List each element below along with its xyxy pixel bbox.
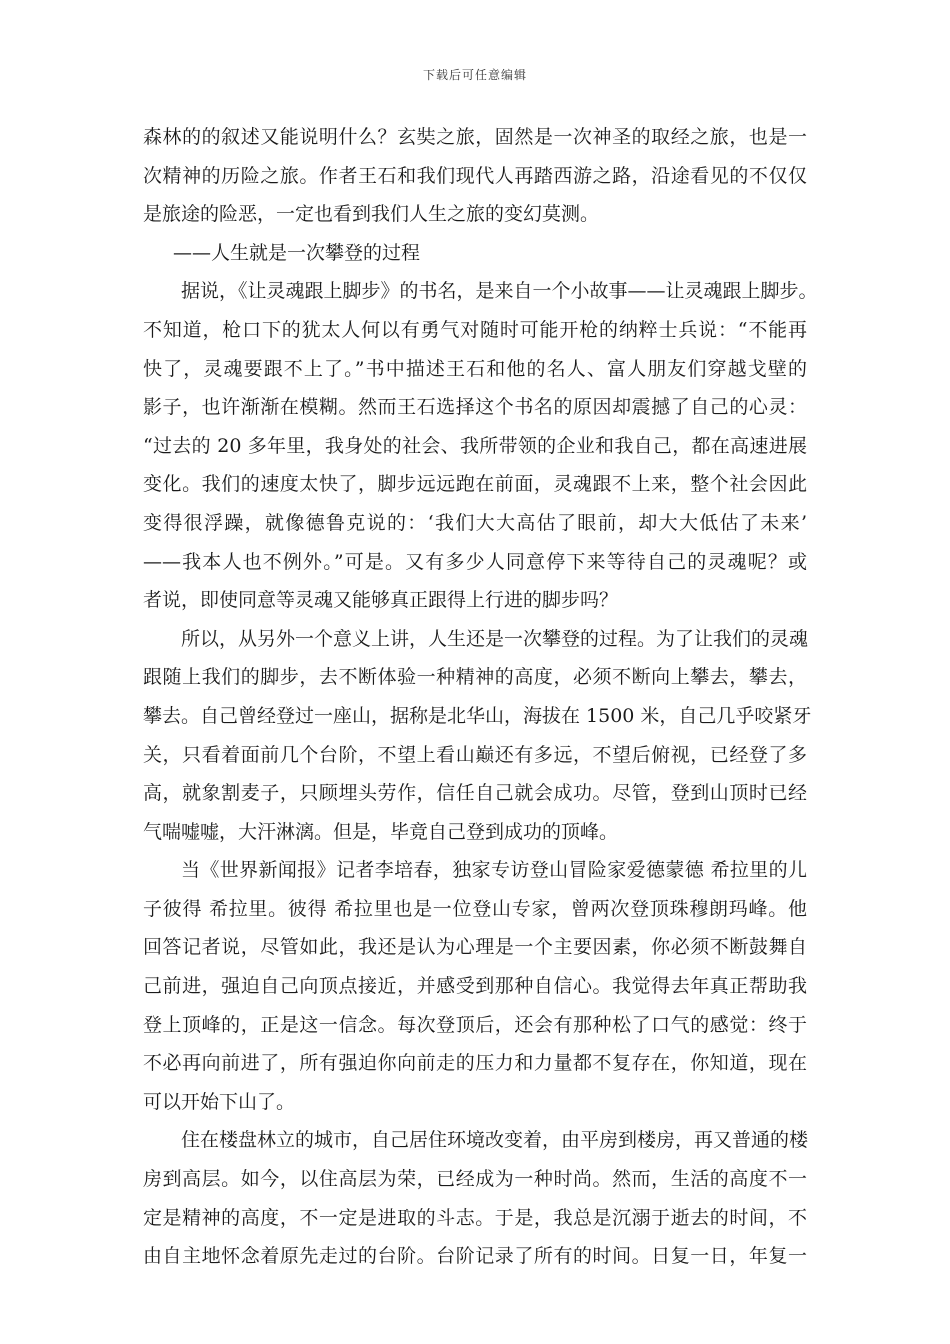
text-line: 不知道，枪口下的犹太人何以有勇气对随时可能开枪的纳粹士兵说：“不能再 [143,318,807,341]
text-line: 跟随上我们的脚步，去不断体验一种精神的高度，必须不断向上攀去，攀去， [143,666,807,689]
page-header: 下载后可任意编辑 [422,68,527,82]
text-line: 不必再向前进了，所有强迫你向前走的压力和力量都不复存在，你知道，现在 [143,1052,807,1075]
text-line: 据说，《让灵魂跟上脚步》的书名，是来自一个小故事——让灵魂跟上脚步。 [181,280,818,303]
text-line: 者说，即使同意等灵魂又能够真正跟得上行进的脚步吗？ [143,589,619,612]
text-line: 当《世界新闻报》记者李培春，独家专访登山冒险家爱德蒙德 希拉里的儿 [181,859,807,882]
text-line: “过去的 20 多年里，我身处的社会、我所带领的企业和我自己，都在高速进展 [143,434,807,457]
text-line: 变得很浮躁，就像德鲁克说的：‘我们大大高估了眼前，却大大低估了未来’ [143,511,807,534]
text-line: ——人生就是一次攀登的过程 [173,241,421,264]
text-line: 快了，灵魂要跟不上了。”书中描述王石和他的名人、富人朋友们穿越戈壁的 [143,357,807,380]
text-line: 己前进，强迫自己向顶点接近，并感受到那种自信心。我觉得去年真正帮助我 [143,975,807,998]
text-line: 房到高层。如今，以住高层为荣，已经成为一种时尚。然而，生活的高度不一 [143,1168,807,1191]
document-body [143,118,818,1276]
text-line: 定是精神的高度，不一定是进取的斗志。于是，我总是沉溺于逝去的时间，不 [143,1206,807,1229]
text-line: 攀去。自己曾经登过一座山，据称是北华山，海拔在 1500 米，自己几乎咬紧牙 [143,704,812,727]
text-line: 次精神的历险之旅。作者王石和我们现代人再踏西游之路，沿途看见的不仅仅 [143,164,807,187]
text-line: 森林的的叙述又能说明什么？玄奘之旅，固然是一次神圣的取经之旅，也是一 [143,126,807,148]
text-line: 登上顶峰的，正是这一信念。每次登顶后，还会有那种松了口气的感觉：终于 [143,1013,807,1036]
text-line: 影子，也许渐渐在模糊。然而王石选择这个书名的原因却震撼了自己的心灵： [143,396,807,419]
text-line: 所以，从另外一个意义上讲，人生还是一次攀登的过程。为了让我们的灵魂 [181,627,809,650]
text-line: 变化。我们的速度太快了，脚步远远跑在前面，灵魂跟不上来，整个社会因此 [143,473,807,496]
text-line: 是旅途的险恶，一定也看到我们人生之旅的变幻莫测。 [143,203,600,226]
text-line: ——我本人也不例外。”可是。又有多少人同意停下来等待自己的灵魂呢？或 [143,550,807,573]
text-line: 住在楼盘林立的城市，自己居住环境改变着，由平房到楼房，再又普通的楼 [181,1129,809,1152]
text-line: 回答记者说，尽管如此，我还是认为心理是一个主要因素，你必须不断鼓舞自 [143,936,807,959]
text-line: 由自主地怀念着原先走过的台阶。台阶记录了所有的时间。日复一日，年复一 [143,1245,807,1268]
text-line: 高，就象割麦子，只顾埋头劳作，信任自己就会成功。尽管，登到山顶时已经 [143,782,807,805]
text-line: 可以开始下山了。 [143,1090,296,1113]
text-line: 关，只看着面前几个台阶，不望上看山巅还有多远，不望后俯视，已经登了多 [143,743,807,766]
text-line: 气喘嘘嘘，大汗淋漓。但是，毕竟自己登到成功的顶峰。 [143,820,619,843]
text-line: 子彼得 希拉里。彼得 希拉里也是一位登山专家，曾两次登顶珠穆朗玛峰。他 [143,897,807,920]
